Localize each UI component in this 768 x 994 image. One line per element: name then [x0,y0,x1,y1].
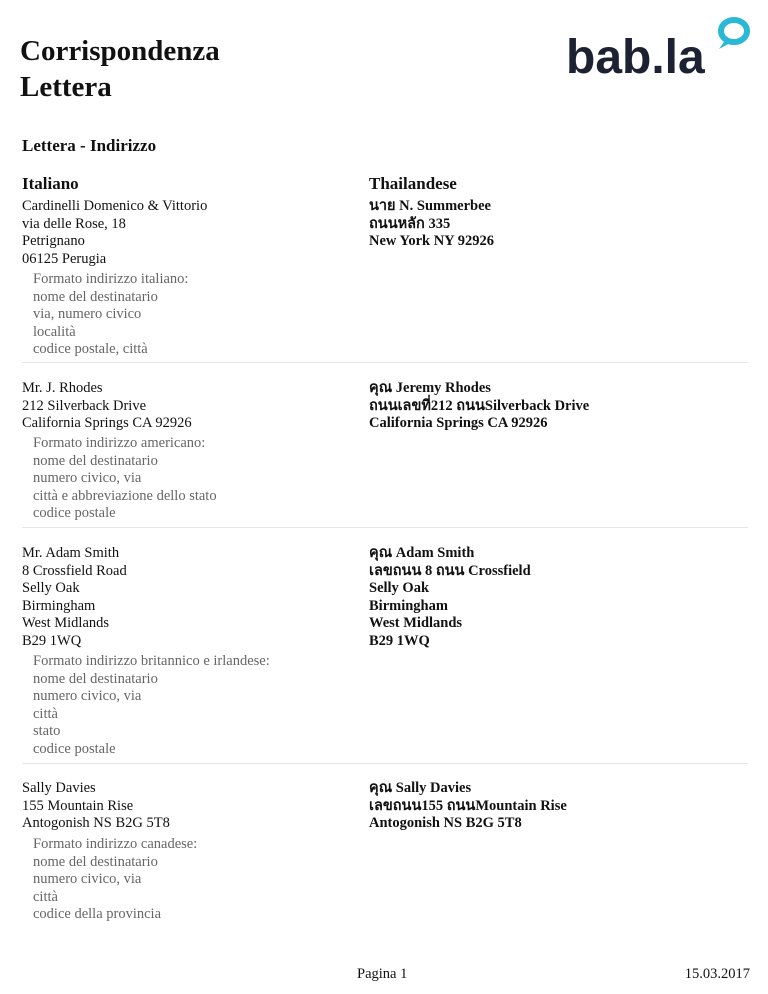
note-line: nome del destinatario [33,853,158,870]
address-line: ถนนเลขที่212 ถนนSilverback Drive [369,397,590,414]
note-line: località [33,323,76,340]
note-line: codice postale [33,740,116,757]
divider [22,362,748,363]
address-line: via delle Rose, 18 [22,215,126,232]
column-heading-italian: Italiano [22,174,79,193]
address-line: Mr. J. Rhodes [22,380,103,396]
format-note [33,836,197,924]
address-line: Birmingham [369,597,448,614]
divider [22,763,748,764]
italian-address [22,198,352,268]
thai-address [369,198,749,251]
address-line: คุณ Adam Smith [369,545,475,561]
note-line: Formato indirizzo britannico e irlandese: [33,653,270,669]
address-line: เลขถนน 8 ถนน Crossfield [369,562,531,579]
address-line: Sally Davies [22,780,96,796]
format-note [33,271,188,359]
address-line: 212 Silverback Drive [22,397,147,414]
address-line: 155 Mountain Rise [22,797,134,814]
address-line: คุณ Jeremy Rhodes [369,380,491,396]
address-line: Antogonish NS B2G 5T8 [369,815,522,832]
address-line: 06125 Perugia [22,250,107,267]
address-line: Mr. Adam Smith [22,545,120,561]
note-line: numero civico, via [33,871,142,888]
italian-address [22,545,352,651]
bab-la-logo [566,14,752,78]
note-line: città [33,705,58,722]
format-note [33,653,270,759]
note-line: nome del destinatario [33,288,158,305]
document-date: 15.03.2017 [684,966,750,982]
address-line: Cardinelli Domenico & Vittorio [22,198,208,214]
address-line: Selly Oak [369,580,430,597]
note-line: stato [33,723,61,740]
thai-address [369,545,749,651]
note-line: nome del destinatario [33,670,158,687]
address-line: คุณ Sally Davies [369,780,472,796]
address-line: New York NY 92926 [369,233,494,250]
note-line: via, numero civico [33,306,142,323]
address-line: เลขถนน155 ถนนMountain Rise [369,797,567,814]
page-number: Pagina 1 [357,966,408,982]
page-title [20,33,220,105]
speech-bubble-icon [719,20,747,49]
italian-address [22,380,352,433]
address-line: Selly Oak [22,580,80,597]
address-line: B29 1WQ [22,632,82,649]
address-line: West Midlands [22,615,110,632]
note-line: codice postale [33,505,116,522]
note-line: Formato indirizzo italiano: [33,271,189,287]
format-note [33,435,217,523]
note-line: codice postale, città [33,341,148,358]
address-line: California Springs CA 92926 [22,415,192,432]
column-heading-thai: Thailandese [369,174,457,193]
address-line: นาย N. Summerbee [369,198,491,214]
logo-text: bab.la [566,31,705,78]
note-line: codice della provincia [33,906,162,923]
note-line: Formato indirizzo canadese: [33,836,198,852]
note-line: numero civico, via [33,688,142,705]
address-line: California Springs CA 92926 [369,415,548,432]
address-line: Antogonish NS B2G 5T8 [22,815,170,832]
address-line: ถนนหลัก 335 [369,215,451,232]
note-line: Formato indirizzo americano: [33,435,206,451]
thai-address [369,380,749,433]
divider [22,527,748,528]
italian-address [22,780,352,833]
section-heading: Lettera - Indirizzo [22,136,157,155]
address-line: West Midlands [369,615,463,632]
note-line: numero civico, via [33,470,142,487]
address-line: B29 1WQ [369,632,430,649]
note-line: nome del destinatario [33,452,158,469]
note-line: città [33,888,58,905]
note-line: città e abbreviazione dello stato [33,487,217,504]
address-line: Petrignano [22,233,85,250]
address-line: Birmingham [22,597,96,614]
page-title-line-1: Corrispondenza [20,35,220,67]
page-title-line-2: Lettera [20,71,112,103]
address-line: 8 Crossfield Road [22,562,127,579]
thai-address [369,780,749,833]
